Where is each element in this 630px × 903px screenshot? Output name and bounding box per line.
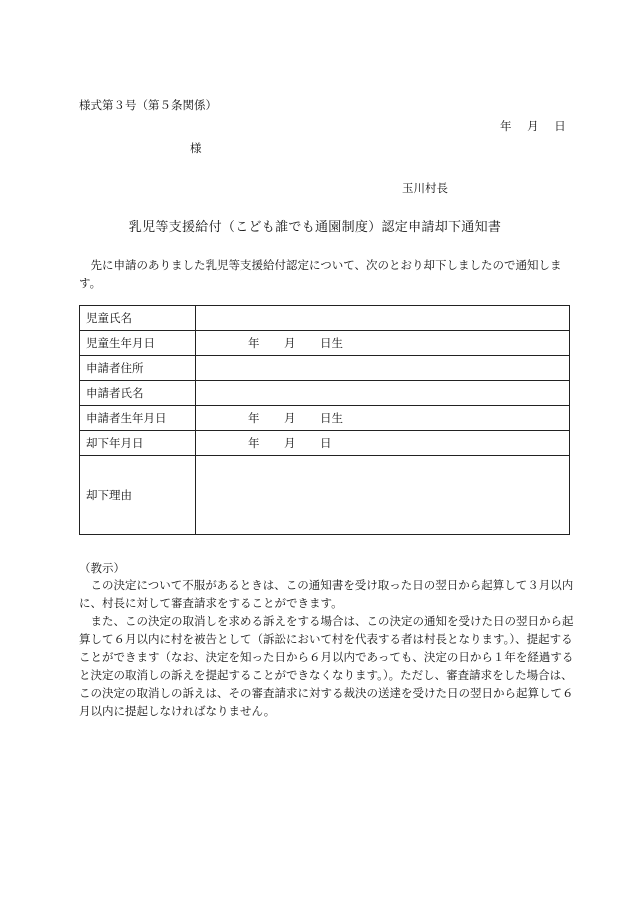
notice-paragraph: また、この決定の取消しを求める訴えをする場合は、この決定の通知を受けた日の翌日から起算して６月以内に村を被告として（訴訟において村を代表する者は村長となります。）、提起することができます（なお、決定を知った日から６月以内であっても、決定の日から１年を経過すると決定の取消しの訴えを提起することができなくなります。）。ただし、審査請求をした場合は、この決定の取消しの訴えは、その審査請求に対する裁決の送達を受けた日の翌日から起算して６月以内に提起しなければなりません。 xyxy=(79,614,574,718)
table-row xyxy=(80,456,570,535)
month-label: 月 xyxy=(284,411,296,425)
info-table xyxy=(79,305,570,535)
document-title: 乳児等支援給付（こども誰でも通園制度）認定申請却下通知書 xyxy=(128,220,502,235)
year-label: 年 xyxy=(248,336,260,350)
notice-paragraph: この決定について不服があるときは、この通知書を受け取った日の翌日から起算して３月以内に、村長に対して審査請求をすることができます。 xyxy=(79,578,574,610)
row-label: 却下年月日 xyxy=(80,431,196,456)
date-fields xyxy=(202,335,343,351)
date-fields xyxy=(202,410,343,426)
recipient-honorific: 様 xyxy=(190,141,202,155)
applicant-birthdate-value xyxy=(196,406,570,431)
row-label: 申請者氏名 xyxy=(80,381,196,406)
row-label: 児童生年月日 xyxy=(80,331,196,356)
applicant-address-value xyxy=(196,356,570,381)
row-label: 却下理由 xyxy=(80,456,196,535)
issuer-name: 玉川村長 xyxy=(402,181,448,195)
row-label: 申請者住所 xyxy=(80,356,196,381)
table-row xyxy=(80,356,570,381)
month-label: 月 xyxy=(284,336,296,350)
day-label: 日 xyxy=(320,436,332,450)
row-label: 児童氏名 xyxy=(80,306,196,331)
table-row xyxy=(80,306,570,331)
form-number: 様式第３号（第５条関係） xyxy=(79,98,217,112)
table-row xyxy=(80,431,570,456)
day-label: 日生 xyxy=(320,411,343,425)
table-row xyxy=(80,381,570,406)
year-label: 年 xyxy=(248,411,260,425)
date-fields xyxy=(202,435,332,451)
month-label: 月 xyxy=(284,436,296,450)
notice-heading: （教示） xyxy=(79,561,125,575)
rejection-date-value xyxy=(196,431,570,456)
issue-date-line: 年 月 日 xyxy=(500,119,566,133)
notice-text xyxy=(79,576,576,720)
day-label: 日生 xyxy=(320,336,343,350)
child-birthdate-value xyxy=(196,331,570,356)
rejection-reason-value xyxy=(196,456,570,535)
table-row xyxy=(80,331,570,356)
child-name-value xyxy=(196,306,570,331)
body-text: 先に申請のありました乳児等支援給付認定について、次のとおり却下しましたので通知します。 xyxy=(79,258,562,290)
year-label: 年 xyxy=(248,436,260,450)
applicant-name-value xyxy=(196,381,570,406)
row-label: 申請者生年月日 xyxy=(80,406,196,431)
table-row xyxy=(80,406,570,431)
